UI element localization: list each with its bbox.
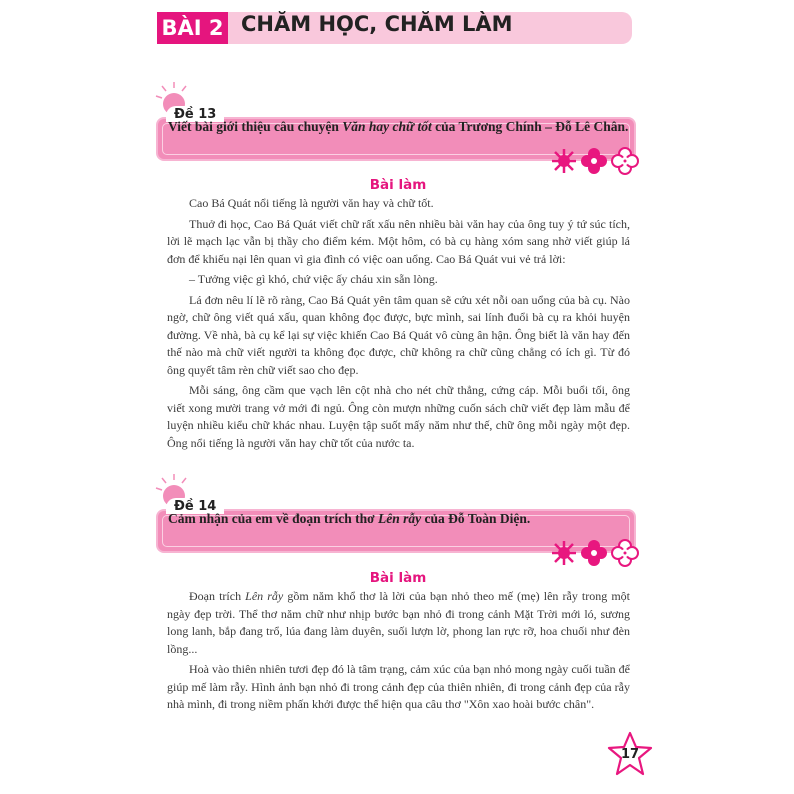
exercise-14-banner bbox=[158, 499, 634, 551]
paragraph: Đoạn trích Lên rẫy gồm năm khổ thơ là lời của bạn nhỏ theo mế (mẹ) lên rẫy trong một ngày đẹp trời. Thể thơ năm chữ như nhịp bước bạn nhỏ đi trong cảnh Mặt Trời mới ló, sương long lanh, bắp đang trổ, lúa đang làm duyên, suối lượn lờ, phong lan rực rỡ, hoa chuối như đèn lồng... bbox=[167, 589, 631, 656]
exercise-label: Đề 14 bbox=[166, 498, 224, 514]
exercise-prompt: Cảm nhận của em về đoạn trích thơ Lên rẫy của Đỗ Toàn Diện. bbox=[168, 511, 531, 526]
answer-heading: Bài làm bbox=[369, 177, 427, 193]
paragraph: – Tưởng việc gì khó, chứ việc ấy cháu xin sẵn lòng. bbox=[189, 272, 438, 286]
lesson-title: CHĂM HỌC, CHĂM LÀM bbox=[241, 12, 513, 36]
lesson-tag: BÀI 2 bbox=[157, 12, 228, 44]
exercise-13-banner bbox=[158, 107, 634, 159]
flower-icons bbox=[550, 147, 640, 175]
page-number: 17 bbox=[620, 747, 640, 762]
exercise-label: Đề 13 bbox=[166, 106, 224, 122]
answer-heading: Bài làm bbox=[369, 570, 427, 586]
paragraph: Thuở đi học, Cao Bá Quát viết chữ rất xấu nên nhiều bài văn hay của ông tuy ý tứ súc tích, lời lẽ mạch lạc vẫn bị thầy cho điểm kém. Một hôm, có bà cụ hàng xóm sang nhờ viết giúp lá đơn để khiếu nại lên quan vì gia đình có việc oan uổng. Cao Bá Quát vui vẻ trả lời: bbox=[167, 216, 630, 266]
paragraph: Hoà vào thiên nhiên tươi đẹp đó là tâm trạng, cảm xúc của bạn nhỏ mong ngày cuối tuần để giúp mế làm rẫy. Hình ảnh bạn nhỏ đi trong cảnh đẹp của thiên nhiên, đi trong cảnh đẹp của rẫy nhà mình, đi trong niềm phấn khởi được thể hiện qua câu thơ "Xôn xao hoài bước chân". bbox=[167, 662, 630, 711]
paragraph: Cao Bá Quát nổi tiếng là người văn hay và chữ tốt. bbox=[189, 196, 434, 210]
answer-body bbox=[167, 195, 630, 455]
lesson-header bbox=[157, 12, 632, 44]
answer-body bbox=[167, 588, 630, 717]
paragraph: Mỗi sáng, ông cầm que vạch lên cột nhà cho nét chữ thẳng, cứng cáp. Mỗi buổi tối, ông viết xong mười trang vở mới đi ngủ. Ông còn mượn những cuốn sách chữ viết đẹp làm mẫu để luyện nhiều kiểu chữ khác nhau. Luyện tập suốt mấy năm như thế, chữ ông mỗi ngày một đẹp. Ông nổi tiếng là người văn hay chữ tốt của nước ta. bbox=[167, 383, 630, 450]
paragraph: Lá đơn nêu lí lẽ rõ ràng, Cao Bá Quát yên tâm quan sẽ cứu xét nỗi oan uổng của bà cụ. Nào ngờ, chữ ông viết quá xấu, quan không đọc được, bực mình, sai lính đuổi bà cụ ra khỏi huyện đường. Về nhà, bà cụ kể lại sự việc khiến Cao Bá Quát vô cùng ân hận. Ông biết là văn hay đến thế nào mà chữ viết người ta không đọc được, chữ không ra chữ cũng chẳng có ích gì. Từ đó ông quyết tâm rèn chữ viết sao cho đẹp. bbox=[167, 292, 630, 377]
exercise-prompt: Viết bài giới thiệu câu chuyện Văn hay chữ tốt của Trương Chính – Đỗ Lê Chân. bbox=[168, 119, 629, 134]
flower-icons bbox=[550, 539, 640, 567]
